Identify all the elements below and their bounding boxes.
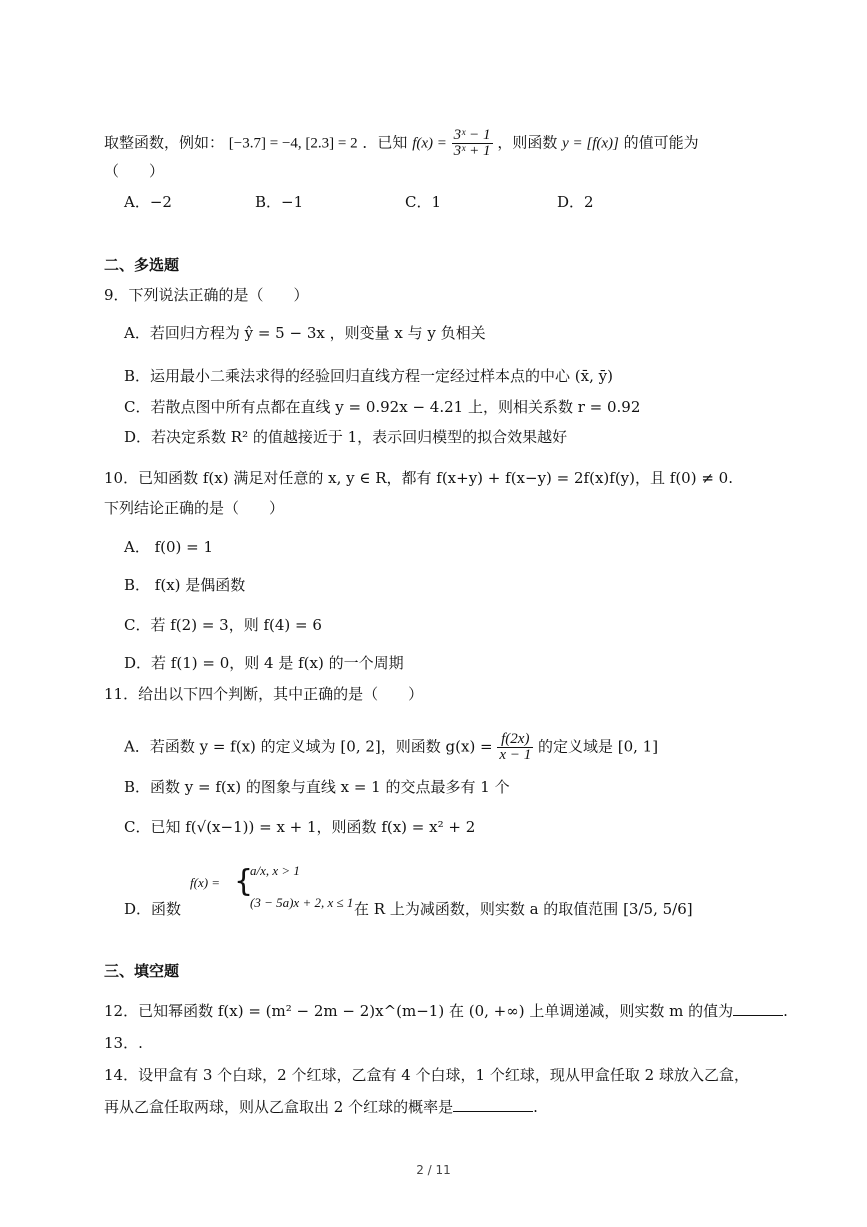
q12-text: 12．已知幂函数 f(x) = (m² − 2m − 2)x^(m−1) 在 (0, +∞) 上单调递减，则实数 m 的值为 [104, 1002, 734, 1020]
q8-func: f(x) = [412, 135, 447, 152]
section-title-multiple-choice: 二、多选题 [104, 256, 180, 274]
section-title-fill-in: 三、填空题 [104, 962, 180, 980]
q13-line: 13．. [104, 1034, 143, 1052]
q10-option-a: A． f(0) = 1 [124, 538, 214, 556]
q11-d-post: 在 R 上为减函数，则实数 a 的取值范围 [3/5, 5/6] [354, 900, 693, 918]
q9-option-a: A．若回归方程为 ŷ = 5 − 3x ，则变量 x 与 y 负相关 [124, 324, 486, 342]
q14-end: . [533, 1098, 538, 1116]
q9-option-d: D．若决定系数 R² 的值越接近于 1，表示回归模型的拟合效果越好 [124, 428, 568, 446]
q11-a-post: 的定义域是 [0, 1] [537, 737, 659, 756]
q8-stem-line [104, 128, 699, 159]
q8-paren: （ ） [104, 162, 165, 180]
q11-option-a [124, 732, 658, 763]
q10-option-c: C．若 f(2) = 3，则 f(4) = 6 [124, 616, 322, 634]
q9-stem: 9．下列说法正确的是（ ） [104, 286, 309, 304]
q8-frac-num: 3ˣ − 1 [453, 127, 491, 143]
q11-option-b: B．函数 y = f(x) 的图象与直线 x = 1 的交点最多有 1 个 [124, 778, 510, 796]
q8-option-c: C．1 [405, 193, 442, 211]
q10-stem-line2: 下列结论正确的是（ ） [104, 499, 285, 517]
q8-example: [−3.7] = −4, [2.3] = 2 [228, 135, 358, 152]
q11-option-c: C．已知 f(√(x−1)) = x + 1，则函数 f(x) = x² + 2 [124, 818, 476, 836]
q10-option-d: D．若 f(1) = 0，则 4 是 f(x) 的一个周期 [124, 654, 404, 672]
q14-line2 [104, 1096, 538, 1118]
q11-a-num: f(2x) [497, 732, 533, 748]
q8-text-mid: ．已知 [362, 133, 408, 152]
q12-line [104, 1000, 788, 1022]
q8-func2: y = [f(x)] [562, 135, 619, 152]
q8-text-post: ，则函数 [497, 133, 558, 152]
q11-d-case2: (3 − 5a)x + 2, x ≤ 1 [250, 895, 354, 910]
q11-d-fx: f(x) = [190, 875, 221, 890]
q8-option-b: B．−1 [255, 193, 304, 211]
q8-text-end: 的值可能为 [623, 133, 699, 152]
q9-option-c: C．若散点图中所有点都在直线 y = 0.92x − 4.21 上，则相关系数 r = 0.92 [124, 398, 641, 416]
page-number: 2 / 11 [416, 1163, 451, 1177]
q10-option-b: B． f(x) 是偶函数 [124, 576, 246, 594]
q11-d-brace: { [234, 864, 254, 899]
q8-frac-den: 3ˣ + 1 [453, 143, 491, 159]
q14-line1: 14．设甲盒有 3 个白球，2 个红球，乙盒有 4 个白球，1 个红球，现从甲盒任取 2 球放入乙盒， [104, 1066, 749, 1084]
q8-option-a: A．−2 [124, 193, 172, 211]
q9-option-b: B．运用最小二乘法求得的经验回归直线方程一定经过样本点的中心 (x̄, ȳ) [124, 367, 613, 385]
q12-end: . [783, 1002, 788, 1020]
q11-a-fraction [497, 732, 533, 763]
q11-d-case1: a/x, x > 1 [250, 863, 300, 878]
q8-option-d: D．2 [557, 193, 594, 211]
q8-text-pre: 取整函数，例如： [104, 133, 225, 152]
q12-answer-blank[interactable] [733, 1001, 783, 1016]
q14-answer-blank[interactable] [453, 1097, 533, 1112]
q14-text: 再从乙盒任取两球，则从乙盒取出 2 个红球的概率是 [104, 1098, 454, 1116]
q11-stem: 11．给出以下四个判断，其中正确的是（ ） [104, 685, 424, 703]
q11-a-den: x − 1 [499, 747, 532, 763]
q8-fraction [452, 128, 493, 159]
q10-stem-line1: 10．已知函数 f(x) 满足对任意的 x, y ∈ R，都有 f(x+y) + f(x−y) = 2f(x)f(y)，且 f(0) ≠ 0. [104, 469, 733, 487]
q11-a-pre: A．若函数 y = f(x) 的定义域为 [0, 2]，则函数 g(x) = [124, 737, 493, 756]
q11-d-pre: D．函数 [124, 900, 182, 918]
